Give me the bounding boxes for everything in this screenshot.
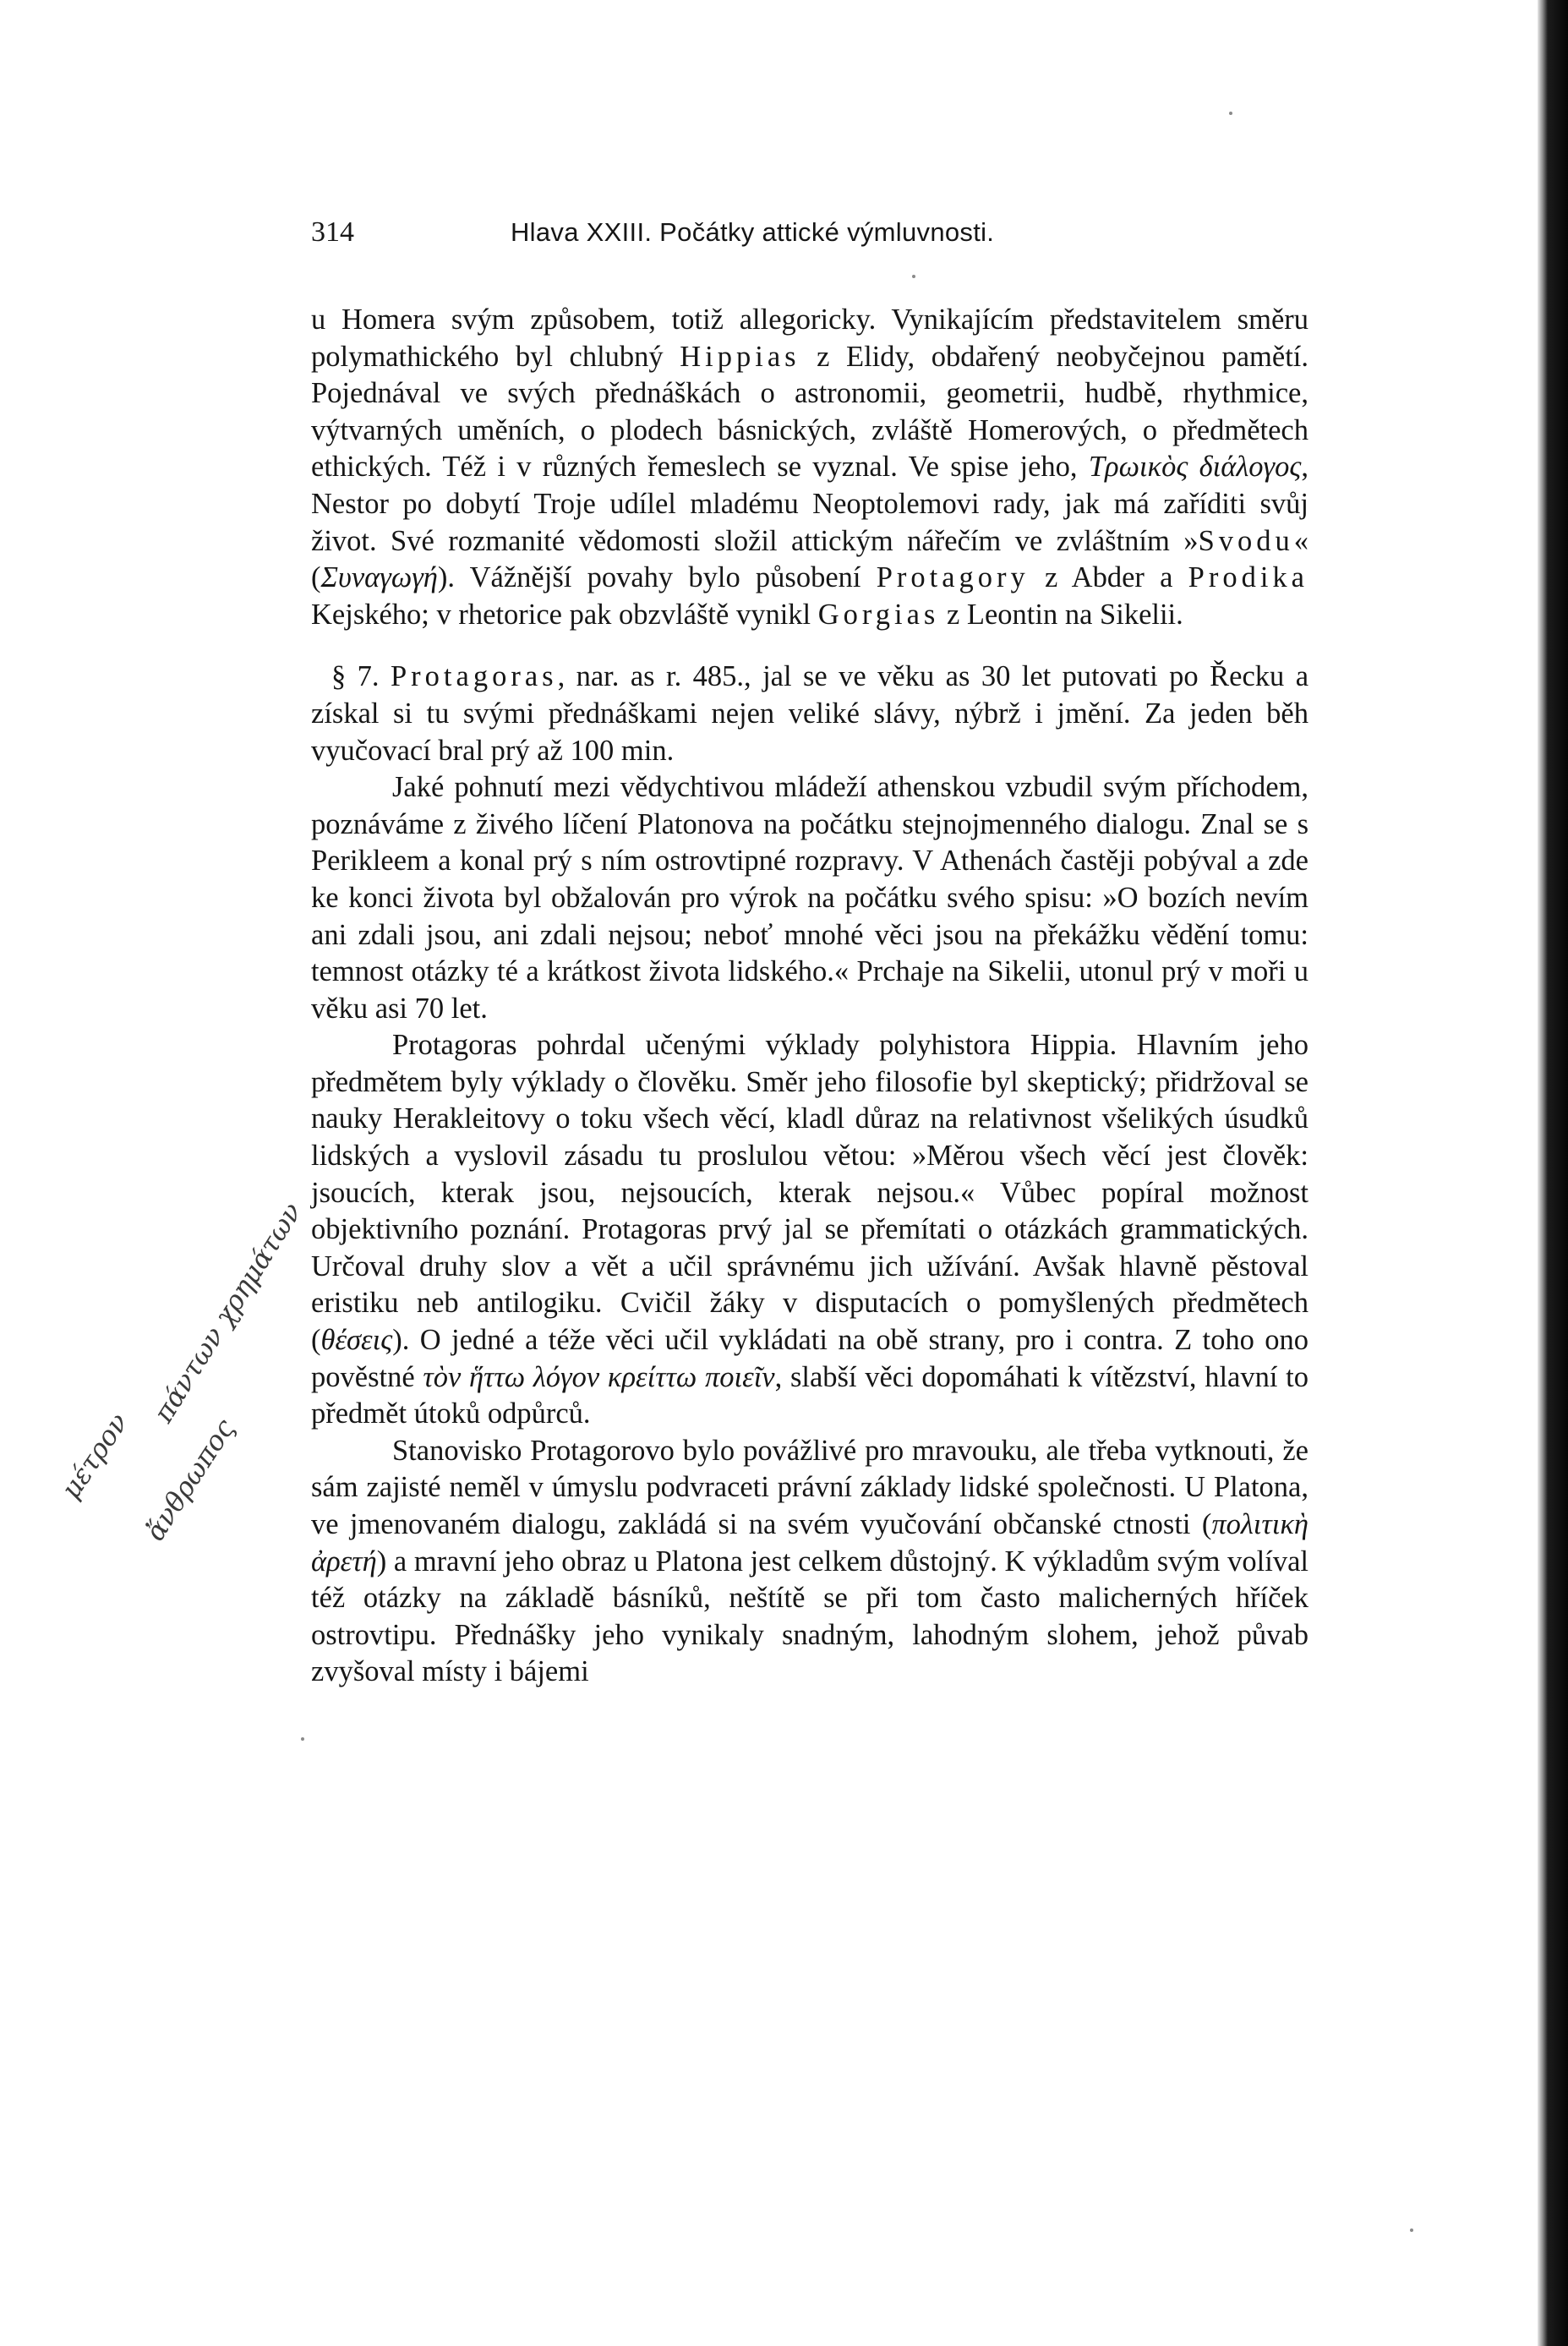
greek-term: Τρωικὸς διάλογος [1088, 451, 1302, 484]
running-head [311, 216, 1308, 266]
greek-term: θέσεις [320, 1324, 393, 1357]
name-prodikos: Prodika [1188, 561, 1308, 594]
scanned-page-edge [1538, 0, 1568, 2346]
name-hippias: Hippias [680, 340, 800, 373]
scan-speck [1410, 2228, 1413, 2232]
book-page [311, 216, 1308, 1691]
section-paragraph: § 7. Protagoras, nar. as r. 485., jal se ve věku as 30 let putovati po Řecku a získal si tu svými přednáškami nejen veliké slávy, nýbrž i jmění. Za jeden běh vyučovací bral prý až 100 min. [311, 660, 1309, 767]
greek-phrase: τὸν ἥττω λόγον κρείττω ποιεῖν [423, 1360, 775, 1393]
paragraph: u Homera svým způsobem, totiž allegoricky. Vynikajícím představitelem směru polymathického byl chlubný Hippias z Elidy, obdařený neobyčejnou pamětí. Pojednával ve svých přednáškách o astronomii, geometrii, hudbě, rhythmice, výtvarných uměních, o plodech básnických, zvláště Homerových, o předmětech ethických. Též i v různých řemeslech se vyznal. Ve spise jeho, Τρωικὸς διάλογος, Nestor po dobytí Troje udílel mladému Neoptolemovi rady, jak má zaříditi svůj život. Své rozmanité vědomosti složil attickým nářečím ve zvláštním »Svodu« (Συναγωγή). Vážnější povahy bylo působení Protagory z Abder a Prodika Kejského; v rhetorice pak obzvláště vynikl Gorgias z Leontin na Sikelii. [311, 304, 1308, 631]
body-text [311, 302, 1308, 1691]
greek-term: πολιτικὴ ἀρετή [311, 1508, 1308, 1578]
paragraph: Protagoras pohrdal učenými výklady polyhistora Hippia. Hlavním jeho předmětem byly výklady o člověku. Směr jeho filosofie byl skeptický; přidržoval se nauky Herakleitovy o toku všech věcí, kladl důraz na relativnost všelikých úsudků lidských a vyslovil zásadu tu proslulou větou: »Měrou všech věcí jest člověk: jsoucích, kterak jsou, nejsoucích, kterak nejsou.« Vůbec popíral možnost objektivního poznání. Protagoras prvý jal se přemítati o otázkách grammatických. Určoval druhy slov a vět a učil správnému jich užívání. Avšak hlavně pěstoval eristiku neb antilogiku. Cvičil žáky v disputacích o pomyšlených předmětech (θέσεις). O jedné a téže věci učil vykládati na obě strany, pro i contra. Z toho ono pověstné τὸν ἥττω λόγον κρείττω ποιεῖν, slabší věci dopomáhati k vítězství, hlavní to předmět útoků odpůrců. [311, 1029, 1308, 1430]
page-number: 314 [311, 216, 354, 248]
margin-note-line: μέτρον [54, 1407, 135, 1505]
margin-note-line: ἄνθρωπος [139, 1413, 241, 1547]
scan-speck [1229, 112, 1232, 115]
name-protagora: Protagory [876, 561, 1030, 594]
greek-term: Συναγωγή [320, 561, 438, 594]
name-protagoras: Protagoras [391, 660, 558, 693]
chapter-title: Hlava XXIII. Počátky attické výmluvnosti. [511, 217, 995, 247]
name-gorgias: Gorgias [817, 598, 940, 631]
paragraph: Jaké pohnutí mezi vědychtivou mládeží athenskou vzbudil svým příchodem, poznáváme z živého líčení Platonova na počátku stejnojmenného dialogu. Znal se s Perikleem a konal prý s ním ostrovtipné rozpravy. V Athenách častěji pobýval a zde ke konci života byl obžalován pro výrok na počátku svého spisu: »O bozích nevím ani zdali jsou, ani zdali nejsou; neboť mnohé věci jsou na překážku vědění tomu: temnost otázky té a krátkost života lidského.« Prchaje na Sikelii, utonul prý v moři u věku asi 70 let. [311, 771, 1308, 1025]
paragraph: Stanovisko Protagorovo bylo povážlivé pro mravouku, ale třeba vytknouti, že sám zajisté neměl v úmyslu podvraceti právní základy lidské společnosti. U Platona, ve jmenovaném dialogu, zakládá si na svém vyučování občanské ctnosti (πολιτικὴ ἀρετή) a mravní jeho obraz u Platona jest celkem důstojný. K výkladům svým volíval též otázky na základě básníků, neštítě se při tom často malicherných hříček ostrovtipu. Přednášky jeho vynikaly snadným, lahodným slohem, jehož půvab zvyšoval místy i bájemi [311, 1434, 1308, 1688]
name-svod: Svodu [1198, 524, 1294, 557]
margin-note-line: πάντων χρημάτων [146, 1196, 309, 1429]
scan-speck [301, 1737, 304, 1741]
handwritten-margin-note [51, 1196, 321, 1547]
